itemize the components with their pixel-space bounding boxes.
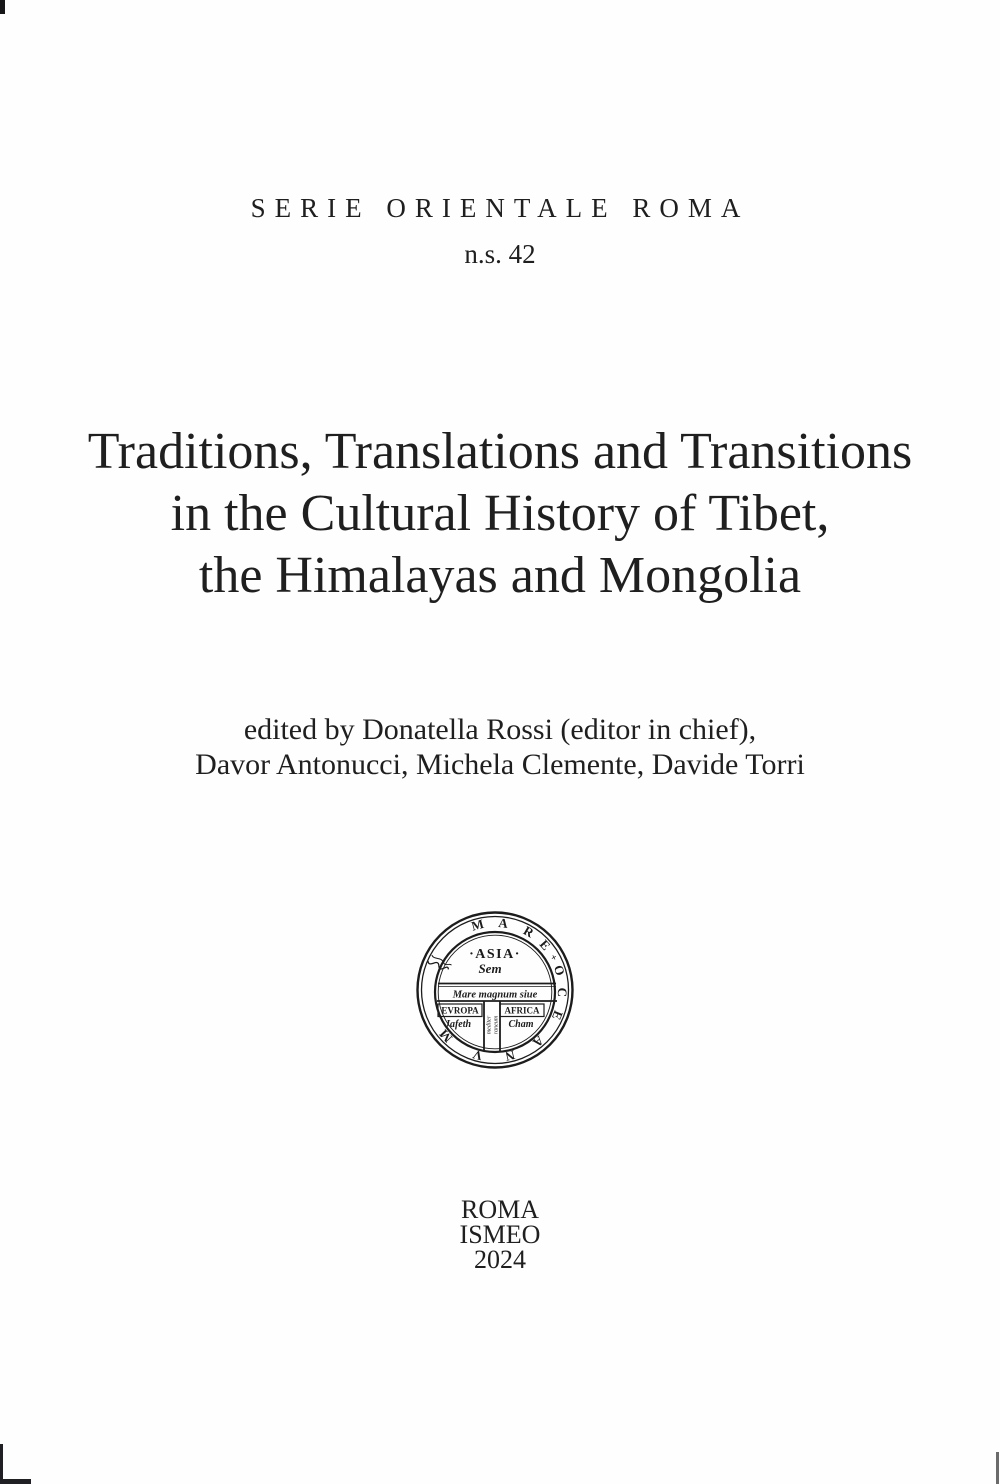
imprint (0, 1197, 1000, 1272)
to-map-seal-icon (410, 905, 580, 1075)
ring-letter: O (550, 963, 569, 978)
ring-letter: M (469, 915, 486, 934)
series-title: SERIE ORIENTALE ROMA (250, 193, 750, 223)
book-title-line: the Himalayas and Mongolia (198, 547, 802, 604)
series-number: n.s. 42 (464, 239, 536, 269)
ring-letter: R (520, 922, 537, 941)
asia-sub-label: Sem (478, 961, 502, 976)
scan-artifact (0, 0, 5, 14)
book-title-line: in the Cultural History of Tibet, (170, 485, 830, 542)
editors (0, 712, 1000, 782)
vertical-sea-label: raneum (493, 1015, 500, 1035)
imprint-publisher: ISMEO (459, 1220, 541, 1249)
ring-letter: A (497, 914, 509, 932)
europe-label: EVROPA (441, 1005, 479, 1016)
scan-artifact (0, 1444, 3, 1484)
imprint-place: ROMA (460, 1195, 539, 1224)
ring-letter: M (435, 1026, 456, 1046)
scan-artifact (996, 1452, 999, 1484)
editors-line: Davor Antonucci, Michela Clemente, Davide Torri (195, 748, 805, 781)
scan-artifact (0, 1479, 31, 1484)
africa-label: AFRICA (504, 1005, 540, 1016)
sea-band-label: Mare magnum siue (452, 989, 538, 1001)
ring-letter: E (536, 936, 554, 954)
book-title-line: Traditions, Translations and Transitions (87, 423, 913, 480)
imprint-year: 2024 (474, 1245, 526, 1274)
ring-letter: C (554, 987, 571, 998)
editors-line: edited by Donatella Rossi (editor in chief), (243, 713, 757, 746)
ring-letter: V (471, 1046, 485, 1064)
ring-letter: E (549, 1008, 567, 1023)
africa-sub-label: Cham (508, 1019, 534, 1030)
ring-cross: + (546, 952, 560, 963)
europe-sub-label: Jafeth (444, 1019, 472, 1030)
asia-label: ·ASIA· (469, 947, 521, 962)
book-title (0, 421, 1000, 607)
ring-letter: A (529, 1032, 547, 1051)
publisher-emblem (410, 905, 580, 1075)
vertical-sea-label: mediter (486, 1015, 493, 1035)
ring-letter: N (503, 1047, 517, 1065)
